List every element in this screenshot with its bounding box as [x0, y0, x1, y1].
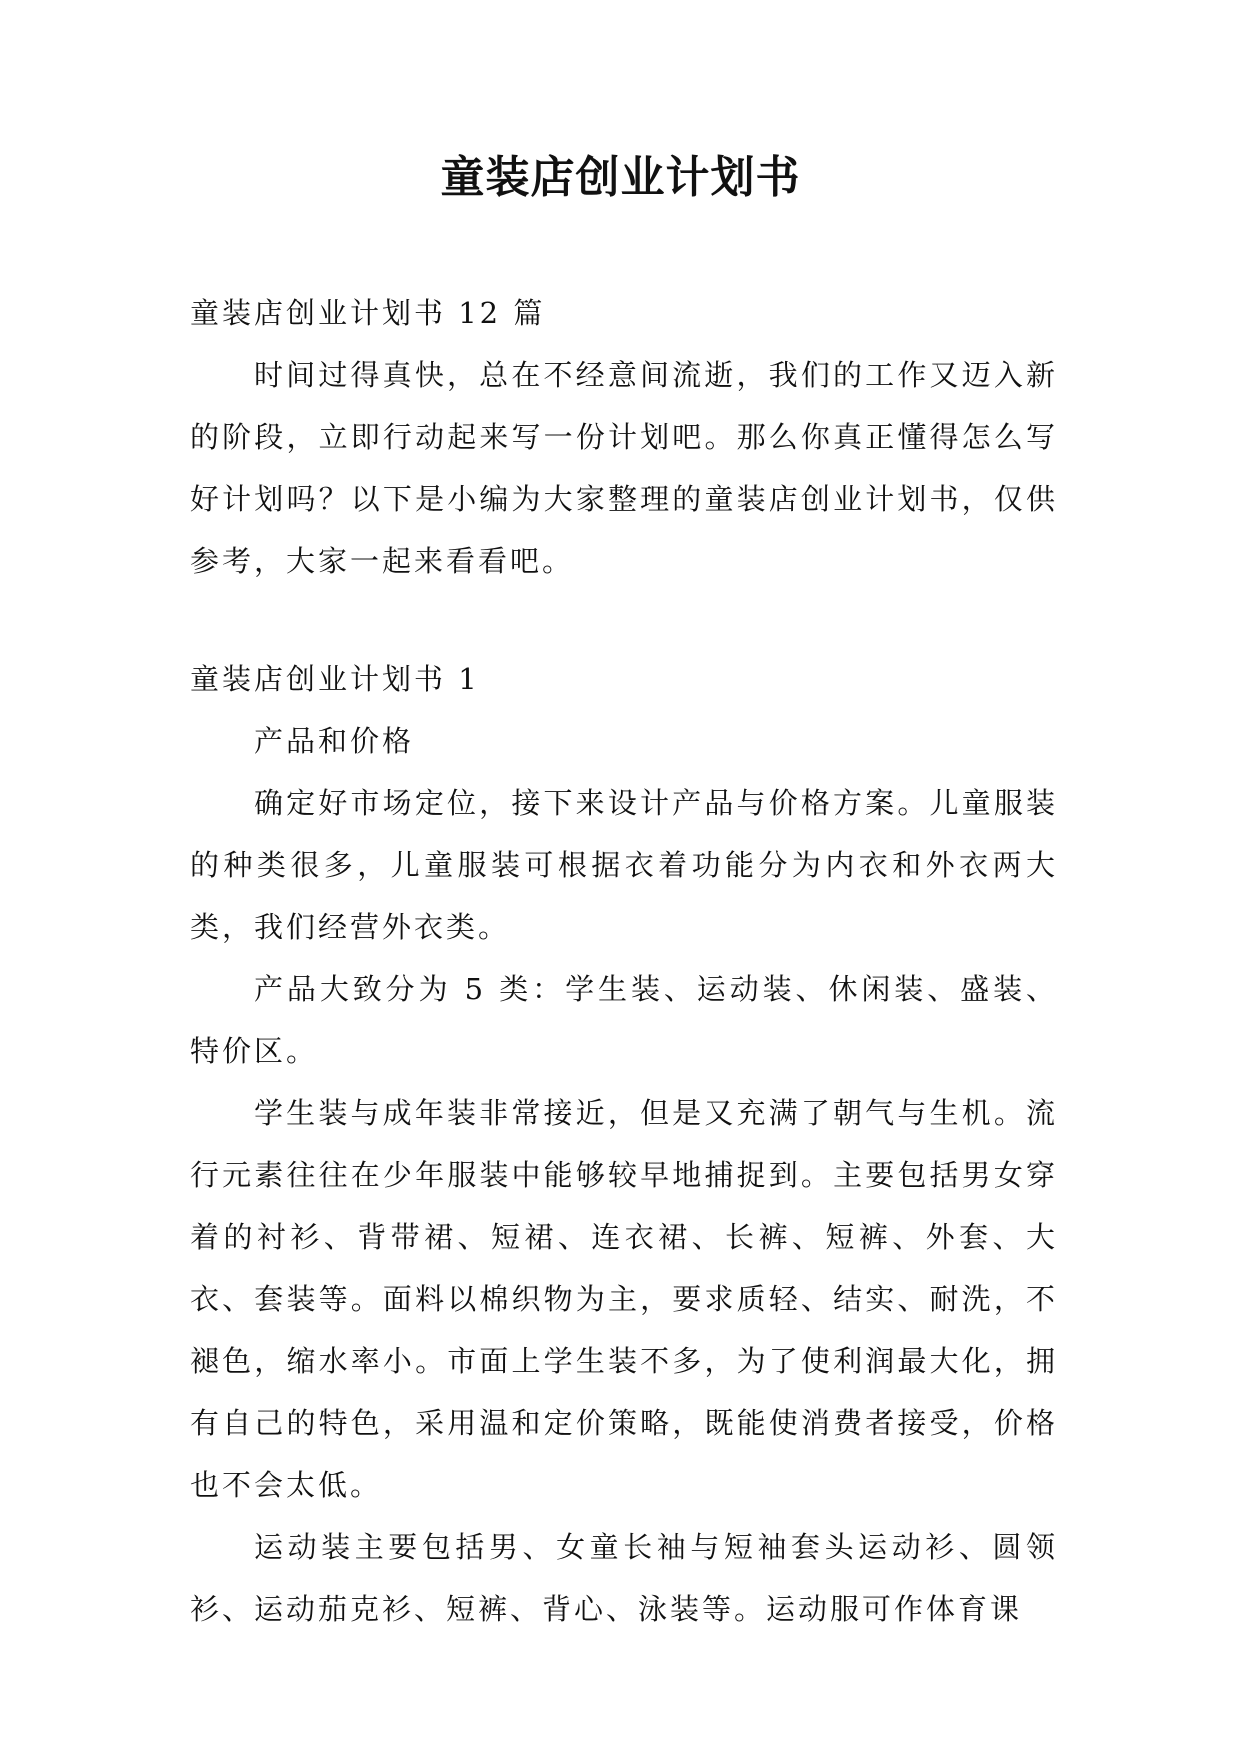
paragraph: 运动装主要包括男、女童长袖与短袖套头运动衫、圆领衫、运动茄克衫、短裤、背心、泳装等。运动服可作体育课 — [190, 1530, 1058, 1626]
intro-paragraph: 时间过得真快，总在不经意间流逝，我们的工作又迈入新的阶段，立即行动起来写一份计划吧。那么你真正懂得怎么写好计划吗？以下是小编为大家整理的童装店创业计划书，仅供参考，大家一起来看看吧。 — [190, 358, 1058, 578]
paragraph: 确定好市场定位，接下来设计产品与价格方案。儿童服装的种类很多，儿童服装可根据衣着功能分为内衣和外衣两大类，我们经营外衣类。 — [190, 786, 1058, 944]
document-title: 童装店创业计划书 — [440, 152, 801, 203]
paragraph: 产品大致分为 5 类：学生装、运动装、休闲装、盛装、特价区。 — [190, 972, 1058, 1068]
document-body — [190, 282, 1058, 1640]
paragraph: 学生装与成年装非常接近，但是又充满了朝气与生机。流行元素往往在少年服装中能够较早地捕捉到。主要包括男女穿着的衬衫、背带裙、短裙、连衣裙、长裤、短裤、外套、大衣、套装等。面料以棉织物为主，要求质轻、结实、耐洗，不褪色，缩水率小。市面上学生装不多，为了使利润最大化，拥有自己的特色，采用温和定价策略，既能使消费者接受，价格也不会太低。 — [190, 1096, 1058, 1502]
section-heading: 童装店创业计划书 1 — [190, 662, 480, 696]
subtitle: 童装店创业计划书 12 篇 — [190, 296, 546, 330]
section-subheading: 产品和价格 — [254, 724, 415, 758]
section-spacer — [190, 592, 1058, 648]
